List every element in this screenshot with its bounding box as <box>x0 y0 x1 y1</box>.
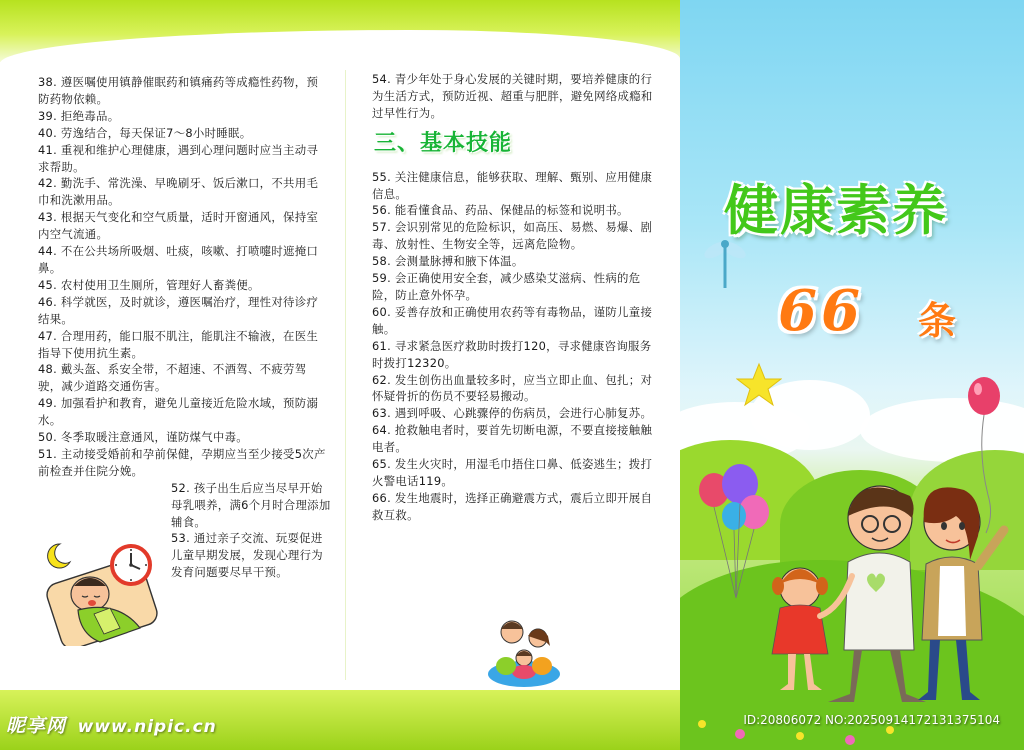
left-panel-text <box>38 74 331 581</box>
family-walking-icon <box>730 466 1020 706</box>
list-item: 62. 发生创伤出血量较多时，应当立即止血、包扎；对怀疑骨折的伤员不要轻易搬动。 <box>372 372 653 404</box>
list-item: 46. 科学就医，及时就诊，遵医嘱治疗，理性对待诊疗结果。 <box>38 294 319 326</box>
list-item: 41. 重视和维护心理健康，遇到心理问题时应当主动寻求帮助。 <box>38 142 319 174</box>
watermark-brand-name: 昵享网 <box>6 715 67 737</box>
watermark-brand <box>6 711 217 738</box>
section-heading: 三、基本技能 <box>374 130 513 156</box>
list-item: 43. 根据天气变化和空气质量，适时开窗通风，保持室内空气流通。 <box>38 210 319 242</box>
list-item: 58. 会测量脉搏和腋下体温。 <box>372 254 524 269</box>
star-icon <box>736 362 782 408</box>
list-item: 56. 能看懂食品、药品、保健品的标签和说明书。 <box>372 203 629 218</box>
alarm-clock-icon <box>108 541 154 587</box>
cover-unit: 条 <box>918 299 957 343</box>
list-item: 39. 拒绝毒品。 <box>38 108 120 123</box>
list-item: 49. 加强看护和教育，避免儿童接近危险水域，预防溺水。 <box>38 396 319 428</box>
list-item: 55. 关注健康信息，能够获取、理解、甄别、应用健康信息。 <box>372 169 653 201</box>
list-item: 42. 勤洗手、常洗澡、早晚刷牙、饭后漱口，不共用毛巾和洗漱用品。 <box>38 176 319 208</box>
list-item: 40. 劳逸结合，每天保证7～8小时睡眠。 <box>38 125 252 140</box>
watermark-id: ID:20806072 NO:20250914172131375104 <box>743 713 1000 727</box>
cover-number: 66 <box>778 278 864 344</box>
family-icon <box>484 614 564 688</box>
list-item: 60. 妥善存放和正确使用农药等有毒物品，谨防儿童接触。 <box>372 304 653 336</box>
list-item: 50. 冬季取暖注意通风，谨防煤气中毒。 <box>38 430 248 445</box>
narrow-text-block <box>171 480 331 581</box>
cover-title: 健康素养 <box>724 179 948 242</box>
list-item: 57. 会识别常见的危险标识，如高压、易燃、易爆、剧毒、放射性、生物安全等，远离危险物。 <box>372 220 653 252</box>
list-item: 47. 合理用药，能口服不肌注，能肌注不输液，在医生指导下使用抗生素。 <box>38 328 319 360</box>
list-item: 63. 遇到呼吸、心跳骤停的伤病员，会进行心肺复苏。 <box>372 406 653 421</box>
cover-panel <box>680 0 1024 750</box>
watermark-url: www.nipic.cn <box>77 717 217 737</box>
list-item: 54. 青少年处于身心发展的关键时期，要培养健康的行为生活方式，预防近视、超重与肥胖，避免网络成瘾和过早性行为。 <box>372 72 653 120</box>
list-item: 44. 不在公共场所吸烟、吐痰，咳嗽、打喷嚏时遮掩口鼻。 <box>38 244 319 275</box>
list-item: 65. 发生火灾时，用湿毛巾捂住口鼻、低姿逃生；拨打火警电话119。 <box>372 457 653 488</box>
list-item: 53. 通过亲子交流、玩耍促进儿童早期发展，发现心理行为发育问题要尽早干预。 <box>171 531 323 580</box>
list-item: 38. 遵医嘱使用镇静催眠药和镇痛药等成瘾性药物，预防药物依赖。 <box>38 75 319 106</box>
panel-divider <box>345 70 346 680</box>
list-item: 45. 农村使用卫生厕所，管理好人畜粪便。 <box>38 277 260 292</box>
list-item: 66. 发生地震时，选择正确避震方式，震后立即开展自救互救。 <box>372 490 653 522</box>
list-item: 52. 孩子出生后应当尽早开始母乳喂养，满6个月时合理添加辅食。 <box>171 480 331 529</box>
list-item: 61. 寻求紧急医疗救助时拨打120，寻求健康咨询服务时拨打12320。 <box>372 338 652 370</box>
middle-panel-text <box>372 71 654 524</box>
list-item: 51. 主动接受婚前和孕前保健，孕期应当至少接受5次产前检查并住院分娩。 <box>38 446 326 478</box>
list-item: 59. 会正确使用安全套，减少感染艾滋病、性病的危险，防止意外怀孕。 <box>372 271 641 302</box>
list-item: 48. 戴头盔、系安全带，不超速、不酒驾、不疲劳驾驶，减少道路交通伤害。 <box>38 362 307 394</box>
list-item: 64. 抢救触电者时，要首先切断电源，不要直接接触触电者。 <box>372 423 653 455</box>
